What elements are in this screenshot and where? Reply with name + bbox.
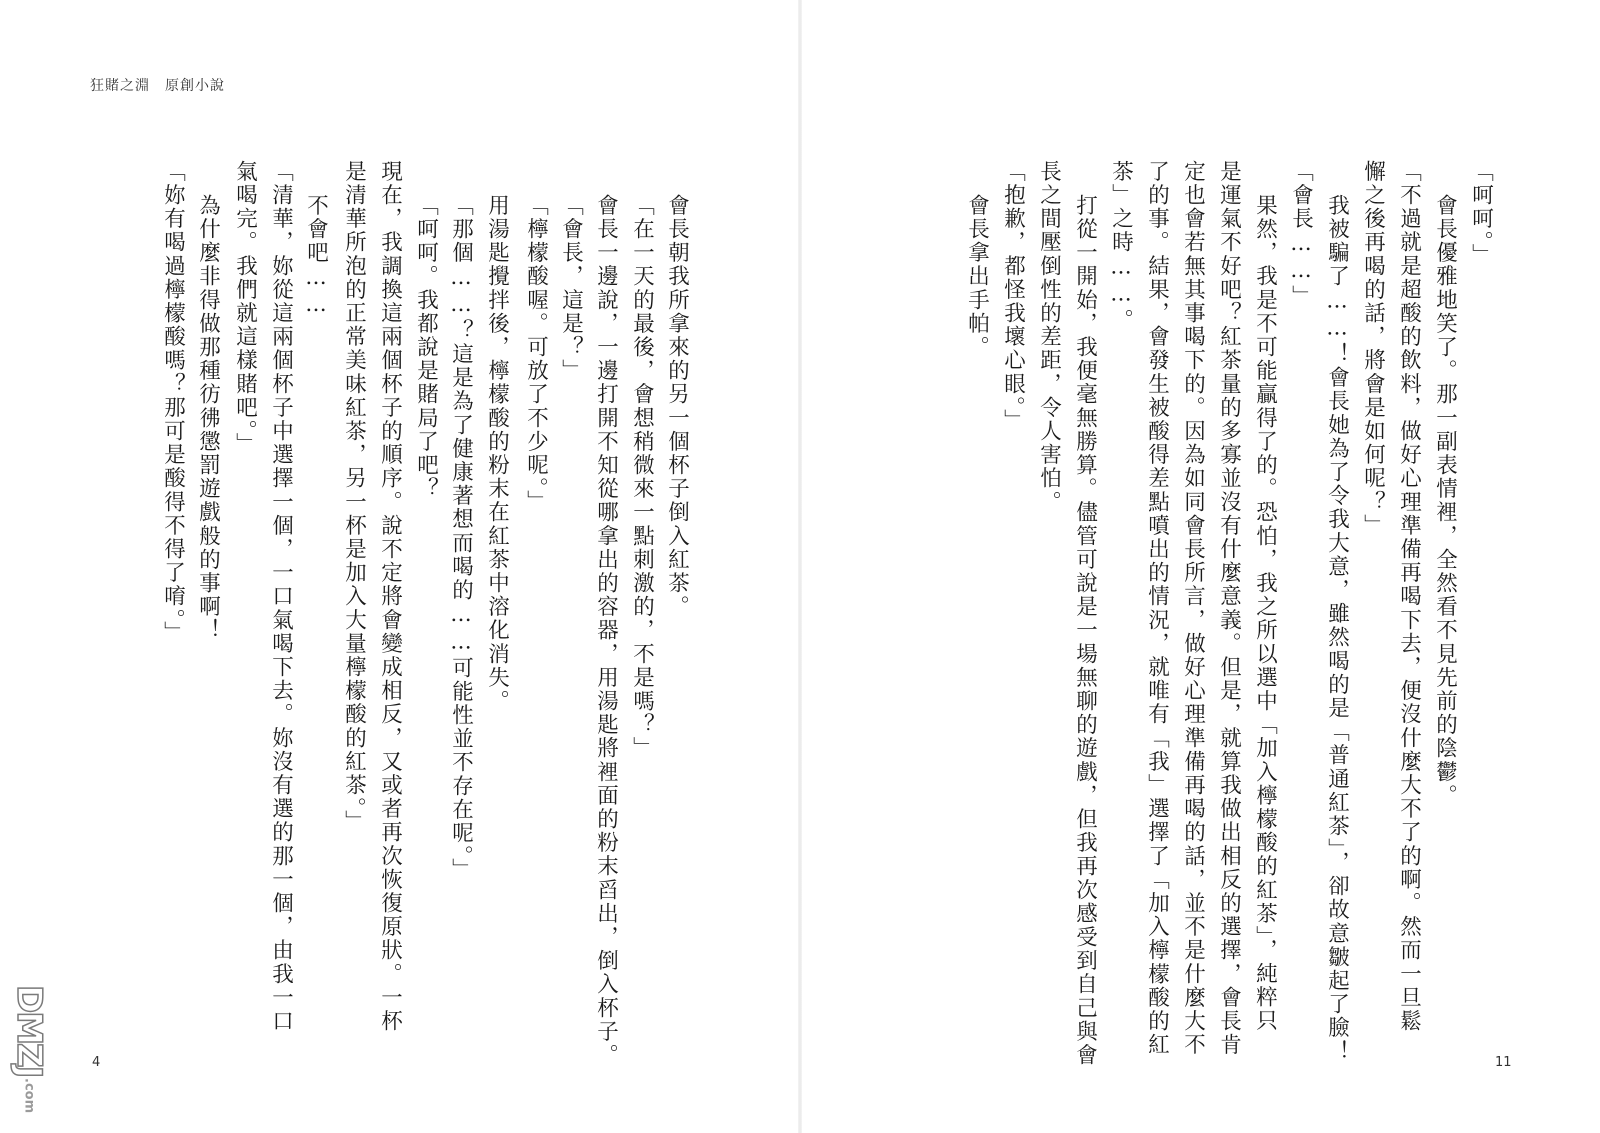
text-column: 會長優雅地笑了。那一副表情裡，全然看不見先前的陰鬱。 [1432, 194, 1458, 808]
page-gutter [798, 0, 802, 1133]
text-column: 打從一開始，我便毫無勝算。儘管可說是一場無聊的遊戲，但我再次感受到自己與會 [1072, 194, 1098, 1068]
text-column: 是清華所泡的正常美味紅茶，另一杯是加入大量檸檬酸的紅茶。」 [341, 160, 367, 834]
text-column: 定也會若無其事喝下的。因為如同會長所言，做好心理準備再喝的話，並不是什麼大不 [1180, 160, 1206, 1057]
site-watermark [8, 985, 50, 1125]
text-column: 用湯匙攪拌後，檸檬酸的粉末在紅茶中溶化消失。 [484, 194, 510, 714]
text-column: 「會長……」 [1288, 160, 1314, 309]
text-column: 氣喝完。我們就這樣賭吧。」 [232, 160, 258, 457]
text-column: 「清華，妳從這兩個杯子中選擇一個，一口氣喝下去。妳沒有選的那一個，由我一口 [268, 160, 294, 1034]
text-column: 「那個……？這是為了健康著想而喝的……可能性並不存在呢。」 [448, 194, 474, 882]
page-number-right: 11 [1495, 1055, 1512, 1070]
page-number-left: 4 [92, 1055, 101, 1070]
text-column: 懈之後再喝的話，將會是如何呢？」 [1360, 160, 1386, 538]
text-column: 長之間壓倒性的差距，令人害怕。 [1036, 160, 1062, 514]
text-column: 是運氣不好吧？紅茶量的多寡並沒有什麼意義。但是，就算我做出相反的選擇，會長肯 [1216, 160, 1242, 1057]
text-column: 會長朝我所拿來的另一個杯子倒入紅茶。 [664, 194, 690, 619]
text-column: 現在，我調換這兩個杯子的順序。說不定將會變成相反，又或者再次恢復原狀。一杯 [377, 160, 403, 1034]
text-column: 「檸檬酸喔。可放了不少呢。」 [523, 194, 549, 514]
text-column: 「呵呵。」 [1468, 160, 1494, 268]
text-column: 會長一邊說，一邊打開不知從哪拿出的容器，用湯匙將裡面的粉末舀出，倒入杯子。 [593, 194, 619, 1068]
text-column: 為什麼非得做那種彷彿懲罰遊戲般的事啊！ [195, 194, 221, 643]
watermark-suffix: .com [21, 1078, 37, 1114]
text-column: 我被騙了……！會長她為了令我大意，雖然喝的是「普通紅茶」，卻故意皺起了臉！ [1324, 194, 1350, 1064]
text-column: 不會吧…… [303, 194, 329, 319]
text-column: 「會長，這是？」 [558, 194, 584, 383]
text-column: 了的事。結果，會發生被酸得差點噴出的情況，就唯有「我」選擇了「加入檸檬酸的紅 [1144, 160, 1170, 1057]
text-column: 果然，我是不可能贏得了的。恐怕，我之所以選中「加入檸檬酸的紅茶」，純粹只 [1252, 194, 1278, 1033]
text-column: 「不過就是超酸的飲料，做好心理準備再喝下去，便沒什麼大不了的啊。然而一旦鬆 [1396, 160, 1422, 1034]
text-column: 茶」之時……。 [1108, 160, 1134, 333]
text-column: 「妳有喝過檸檬酸嗎？那可是酸得不得了唷。」 [160, 160, 186, 645]
running-header: 狂賭之淵 原創小說 [90, 78, 225, 94]
text-column: 會長拿出手帕。 [964, 194, 990, 360]
text-column: 「抱歉，都怪我壞心眼。」 [1000, 160, 1026, 433]
text-column: 「在一天的最後，會想稍微來一點刺激的，不是嗎？」 [629, 194, 655, 761]
text-column: 「呵呵。我都說是賭局了吧？ [413, 194, 439, 501]
watermark-logo: DMZJ [9, 985, 49, 1077]
